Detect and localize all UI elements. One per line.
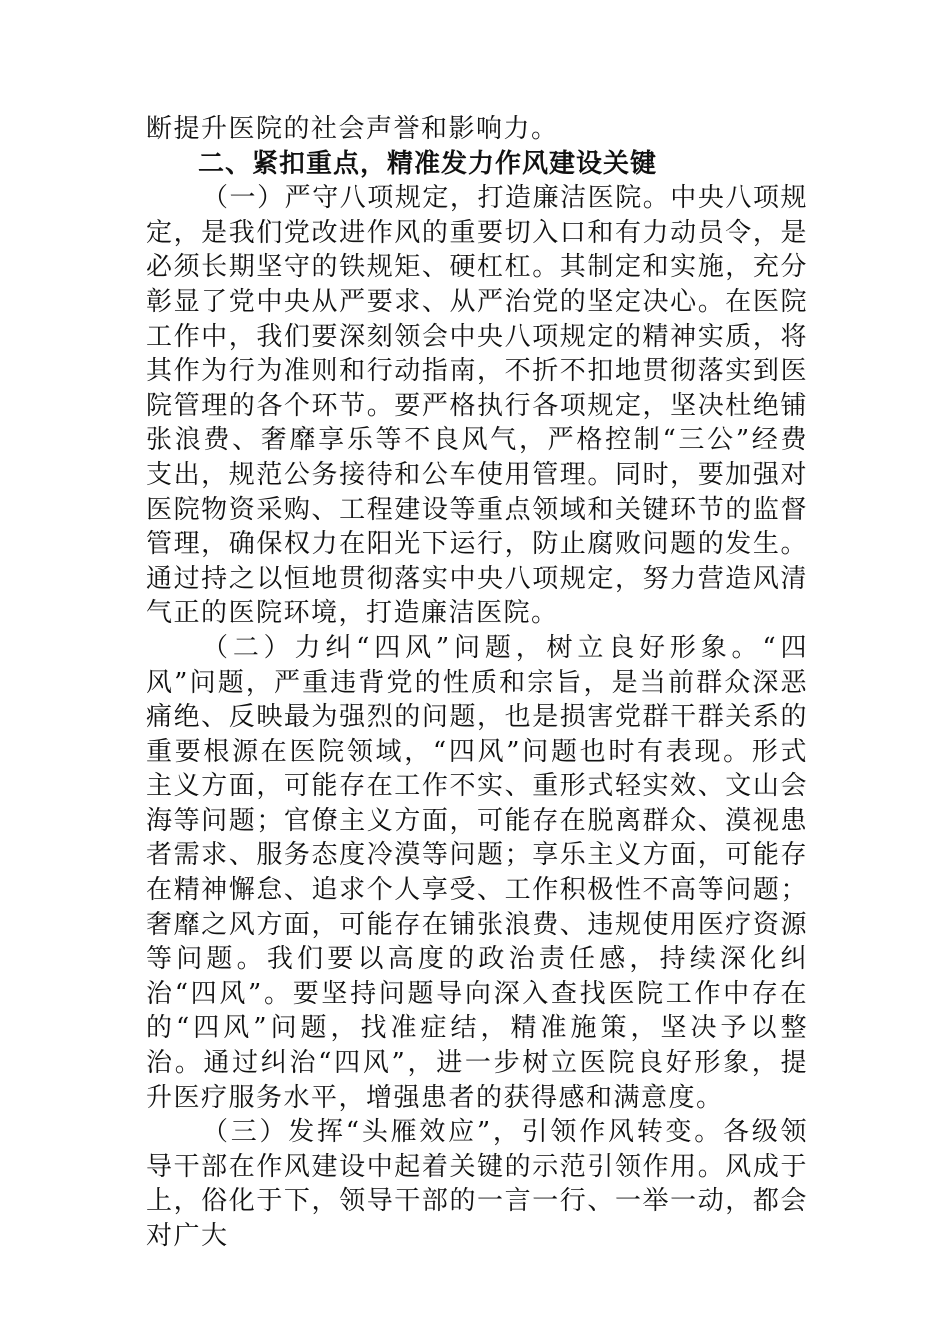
paragraph-four-winds: （二）力纠“四风”问题，树立良好形象。“四风”问题，严重违背党的性质和宗旨，是当前群众深恶痛绝、反映最为强烈的问题，也是损害党群干群关系的重要根源在医院领域，“四风”问题也时有表现。形式主义方面，可能存在工作不实、重形式轻实效、文山会海等问题；官僚主义方面，可能存在脱离群众、漠视患者需求、服务态度冷漠等问题；享乐主义方面，可能存在精神懈怠、追求个人享受、工作积极性不高等问题；奢靡之风方面，可能存在铺张浪费、违规使用医疗资源等问题。我们要以高度的政治责任感，持续深化纠治“四风”。要坚持问题导向深入查找医院工作中存在的“四风”问题，找准症结，精准施策，坚决予以整治。通过纠治“四风”，进一步树立医院良好形象，提升医疗服务水平，增强患者的获得感和满意度。 [146,632,808,1113]
paragraph-continuation: 断提升医院的社会声誉和影响力。 [146,114,559,144]
section-heading: 二、紧扣重点，精准发力作风建设关键 [198,148,658,179]
paragraph-eight-rules: （一）严守八项规定，打造廉洁医院。中央八项规定，是我们党改进作风的重要切入口和有力动员令，是必须长期坚守的铁规矩、硬杠杠。其制定和实施，充分彰显了党中央从严要求、从严治党的坚定决心。在医院工作中，我们要深刻领会中央八项规定的精神实质，将其作为行为准则和行动指南，不折不扣地贯彻落实到医院管理的各个环节。要严格执行各项规定，坚决杜绝铺张浪费、奢靡享乐等不良风气，严格控制“三公”经费支出，规范公务接待和公车使用管理。同时，要加强对医院物资采购、工程建设等重点领域和关键环节的监督管理，确保权力在阳光下运行，防止腐败问题的发生。通过持之以恒地贯彻落实中央八项规定，努力营造风清气正的医院环境，打造廉洁医院。 [146,183,808,629]
paragraph-lead-goose: （三）发挥“头雁效应”，引领作风转变。各级领导干部在作风建设中起着关键的示范引领作用。风成于上，俗化于下，领导干部的一言一行、一举一动，都会对广大 [146,1117,808,1251]
document-page [146,112,808,1254]
